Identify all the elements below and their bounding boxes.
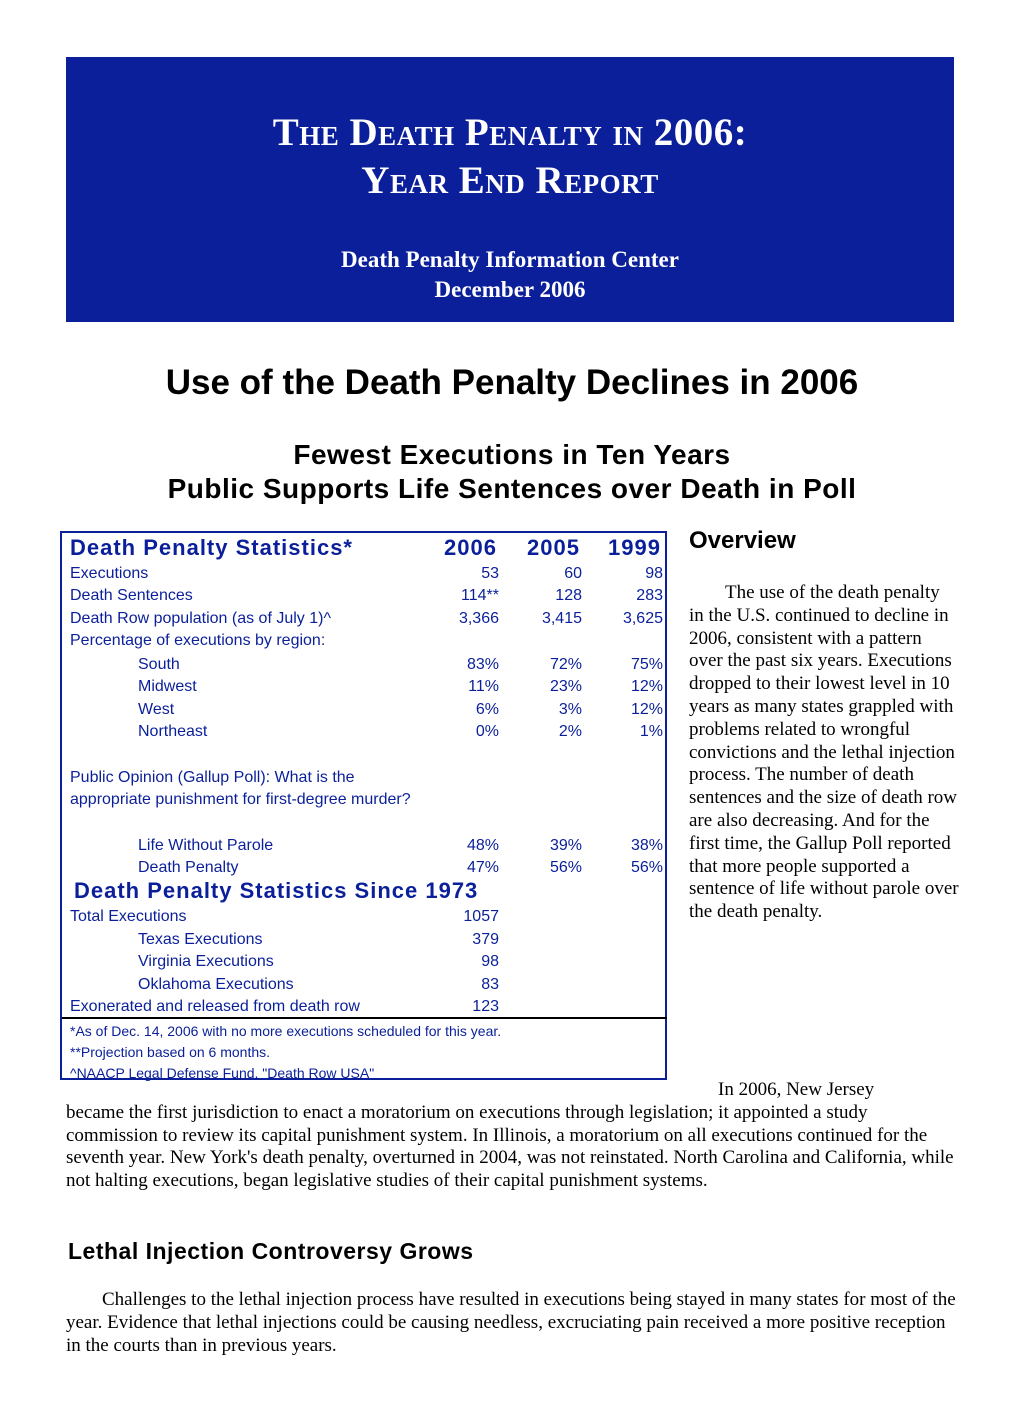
cell-value: 72% — [549, 656, 582, 673]
year-column-header: 1999 — [608, 535, 661, 560]
table-footnotes — [62, 1017, 667, 1084]
cell-value: 47% — [466, 859, 499, 876]
cell-value: 12% — [630, 701, 663, 718]
report-title — [66, 109, 954, 205]
cell-value: 23% — [549, 678, 582, 695]
paragraph-lead: In 2006, New Jersey — [718, 1079, 875, 1100]
publish-date: December 2006 — [434, 277, 586, 302]
cell-value: 53 — [481, 565, 499, 582]
row-label: Total Executions — [70, 908, 187, 925]
row-label: Life Without Parole — [138, 837, 274, 854]
report-title-line1: The Death Penalty in 2006: — [272, 111, 748, 154]
report-banner — [66, 57, 954, 322]
report-title-line2: Year End Report — [361, 159, 659, 202]
cell-value: 38% — [630, 837, 663, 854]
publisher-name: Death Penalty Information Center — [341, 247, 679, 272]
cell-value: 2% — [558, 723, 582, 740]
cell-value: 6% — [475, 701, 499, 718]
since-1973-heading: Death Penalty Statistics Since 1973 — [74, 878, 479, 903]
cell-value: 12% — [630, 678, 663, 695]
row-label: Midwest — [138, 678, 197, 695]
overview-heading: Overview — [689, 527, 796, 554]
table-row — [62, 563, 667, 585]
row-label: Death Row population (as of July 1)^ — [70, 610, 331, 627]
footnote: ^NAACP Legal Defense Fund, "Death Row USA" — [70, 1065, 375, 1081]
table-row — [62, 608, 667, 630]
table-row — [62, 630, 667, 652]
cell-value: 123 — [472, 998, 499, 1015]
table-row — [62, 585, 667, 607]
cell-value: 379 — [472, 931, 499, 948]
statistics-table — [60, 531, 667, 1080]
row-label: South — [138, 656, 180, 673]
cell-value: 3,415 — [541, 610, 582, 627]
row-label: West — [138, 701, 175, 718]
subheadline-line1: Fewest Executions in Ten Years — [293, 439, 731, 470]
cell-value: 11% — [468, 678, 499, 695]
table-row — [62, 857, 667, 879]
cell-value: 83% — [466, 656, 499, 673]
table-row — [62, 835, 667, 857]
subheadline — [0, 438, 1024, 506]
row-label: Texas Executions — [138, 931, 263, 948]
cell-value: 1057 — [463, 908, 499, 925]
statistics-table-header — [70, 535, 665, 561]
cell-value: 48% — [466, 837, 499, 854]
row-label: Exonerated and released from death row — [70, 998, 360, 1015]
cell-value: 60 — [564, 565, 582, 582]
table-row — [62, 699, 667, 721]
cell-value: 114** — [461, 587, 499, 604]
row-label: Death Penalty — [138, 859, 239, 876]
cell-value: 98 — [481, 953, 499, 970]
subheadline-line2: Public Supports Life Sentences over Death in Poll — [167, 473, 857, 504]
table-row — [62, 974, 667, 996]
year-column-header: 2005 — [527, 535, 580, 560]
table-row — [62, 951, 667, 973]
cell-value: 98 — [645, 565, 663, 582]
cell-value: 56% — [630, 859, 663, 876]
poll-question: Public Opinion (Gallup Poll): What is the appropriate punishment for first-degree murder? — [70, 769, 411, 808]
cell-value: 3% — [558, 701, 582, 718]
cell-value: 1% — [639, 723, 663, 740]
table-row — [62, 996, 667, 1018]
cell-value: 56% — [549, 859, 582, 876]
footnote: **Projection based on 6 months. — [70, 1044, 271, 1060]
statistics-title: Death Penalty Statistics* — [70, 535, 353, 560]
year-column-header: 2006 — [444, 535, 497, 560]
table-row — [62, 906, 667, 928]
cell-value: 3,366 — [458, 610, 499, 627]
cell-value: 128 — [555, 587, 582, 604]
cell-value: 0% — [475, 723, 499, 740]
lethal-injection-paragraph: Challenges to the lethal injection process have resulted in executions being stayed in many states for most of the year. Evidence that lethal injections could be causing needless, excruciating pain received a more positive reception in the courts than in previous years. — [66, 1289, 956, 1356]
footnote: *As of Dec. 14, 2006 with no more executions scheduled for this year. — [70, 1023, 502, 1039]
report-publisher — [66, 245, 954, 305]
table-row — [62, 929, 667, 951]
row-label: Northeast — [138, 723, 208, 740]
row-label: Virginia Executions — [138, 953, 274, 970]
table-row — [62, 676, 667, 698]
cell-value: 83 — [481, 976, 499, 993]
main-headline: Use of the Death Penalty Declines in 2006 — [165, 363, 859, 402]
lethal-injection-heading: Lethal Injection Controversy Grows — [68, 1238, 474, 1264]
row-label: Executions — [70, 565, 149, 582]
cell-value: 39% — [549, 837, 582, 854]
overview-paragraph: The use of the death penalty in the U.S. continued to decline in 2006, consistent with a pattern over the past six years. Executions dropped to their lowest level in 10 years as many states grappled with problems related to wrongful convictions and the lethal injection process. The number of death sentences and the size of death row are also decreasing. And for the first time, the Gallup Poll reported that more people supported a sentence of life without parole over the death penalty. — [689, 582, 959, 923]
cell-value: 283 — [636, 587, 663, 604]
table-row — [62, 654, 667, 676]
row-label: Death Sentences — [70, 587, 193, 604]
overview-paragraph-2 — [66, 1079, 956, 1193]
cell-value: 3,625 — [622, 610, 663, 627]
cell-value: 75% — [630, 656, 663, 673]
paragraph-body: became the first jurisdiction to enact a moratorium on executions through legislation; it appointed a study commission to review its capital punishment system. In Illinois, a moratorium on all executions continued for the seventh year. New York's death penalty, overturned in 2004, was not reinstated. North Carolina and California, while not halting executions, began legislative studies of their capital punishment systems. — [66, 1101, 954, 1192]
row-label: Oklahoma Executions — [138, 976, 294, 993]
table-row — [62, 721, 667, 743]
row-label: Percentage of executions by region: — [70, 632, 326, 649]
